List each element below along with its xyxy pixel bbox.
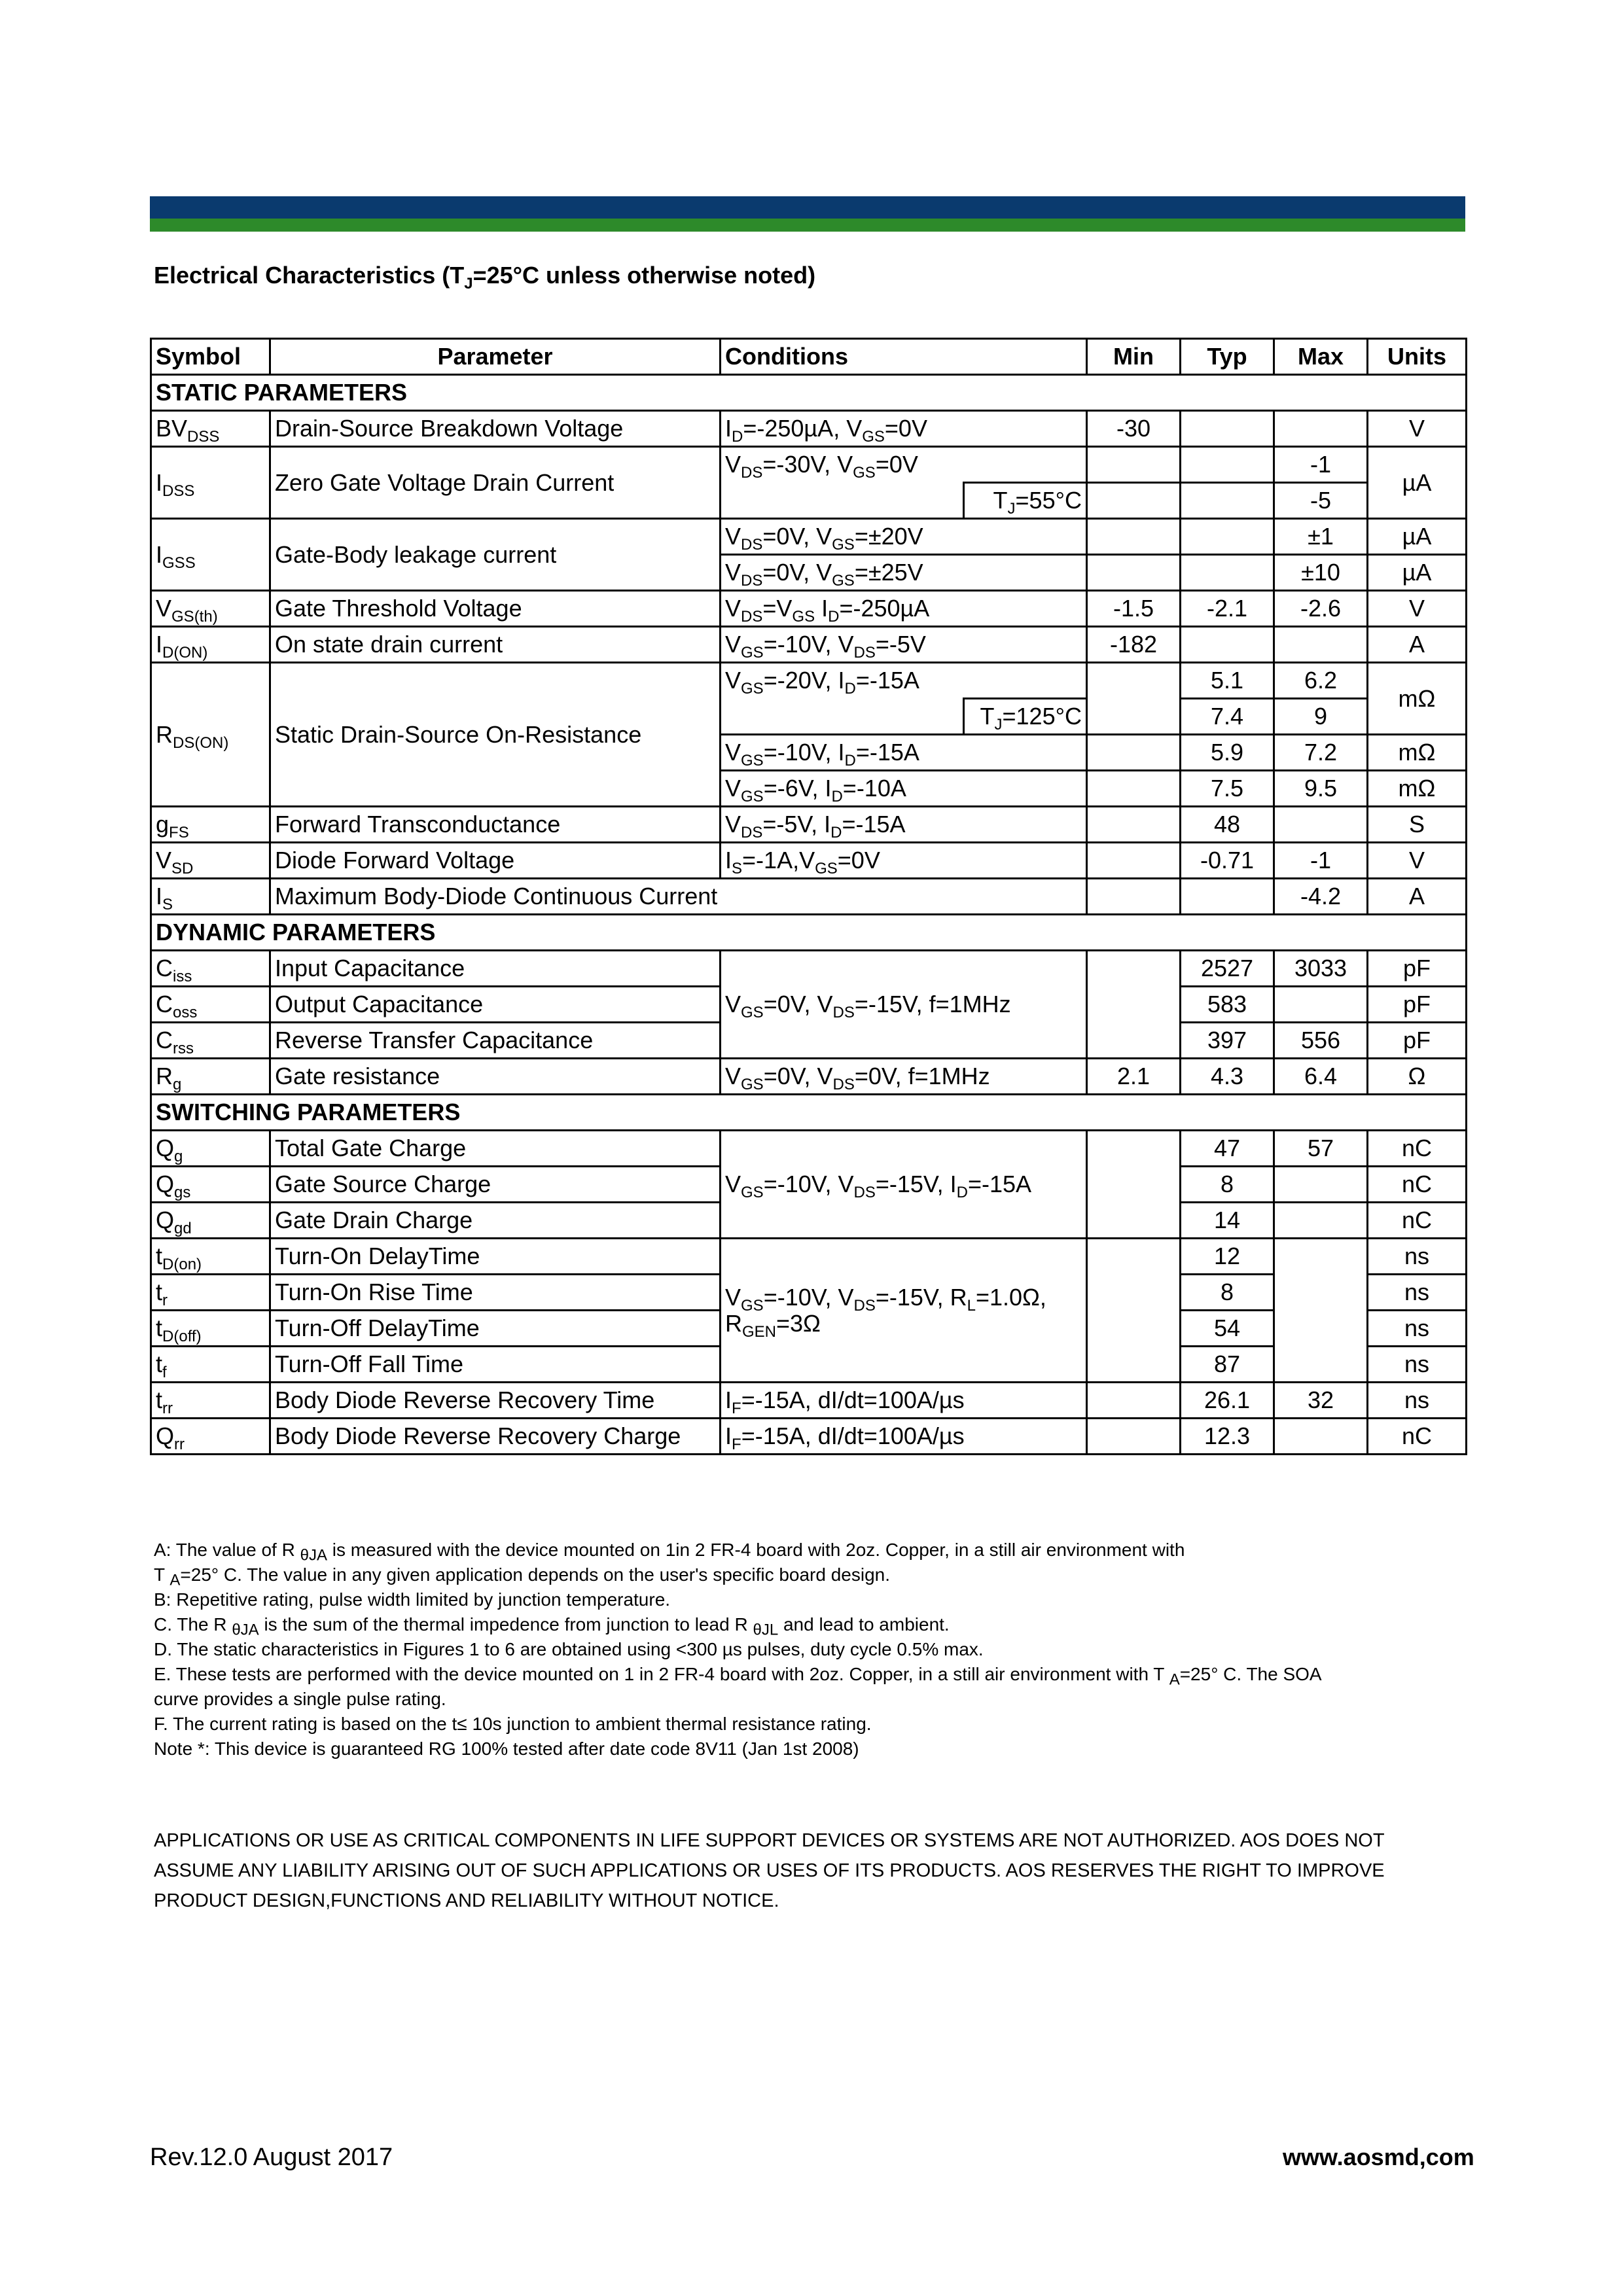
- min-cell: [1087, 879, 1181, 915]
- max-cell: 9.5: [1274, 771, 1368, 807]
- conditions-cell: $I_F=-15A$, dI/dt=100A/µs: [721, 1419, 1087, 1455]
- units-cell: µA: [1368, 447, 1467, 519]
- parameter-cell: Turn-On Rise Time: [270, 1275, 721, 1311]
- section-row-static: [151, 375, 1467, 411]
- parameter-cell: Total Gate Charge: [270, 1131, 721, 1167]
- header-parameter: Parameter: [270, 339, 721, 375]
- conditions-cell: $I_S=-1A,V_{GS}=0V$: [721, 843, 1087, 879]
- max-cell: [1274, 807, 1368, 843]
- table-row: [151, 879, 1467, 915]
- typ-cell: [1181, 411, 1274, 447]
- symbol-cell: $I_{DSS}$: [151, 447, 270, 519]
- typ-cell: 48: [1181, 807, 1274, 843]
- table-row: [151, 1419, 1467, 1455]
- symbol-cell: $C_{oss}$: [151, 987, 270, 1023]
- conditions-cell: $V_{GS}=-10V$, $V_{DS}=-5V$: [721, 627, 1087, 663]
- min-cell: [1087, 555, 1181, 591]
- units-cell: S: [1368, 807, 1467, 843]
- parameter-cell: Gate Threshold Voltage: [270, 591, 721, 627]
- max-cell: ±10: [1274, 555, 1368, 591]
- units-cell: V: [1368, 411, 1467, 447]
- header-bar-blue: [150, 196, 1465, 219]
- note-f: F. The current rating is based on the t≤ 10s junction to ambient thermal resistance rating.: [154, 1714, 872, 1734]
- conditions-cell: $V_{GS}=-6V$, $I_D=-10A$: [721, 771, 1087, 807]
- table-row: [151, 843, 1467, 879]
- electrical-characteristics-table: [150, 338, 1467, 1455]
- table-row: [151, 627, 1467, 663]
- note-b: B: Repetitive rating, pulse width limited by junction temperature.: [154, 1589, 671, 1610]
- max-cell: ±1: [1274, 519, 1368, 555]
- units-cell: ns: [1368, 1347, 1467, 1383]
- header-min: Min: [1087, 339, 1181, 375]
- typ-cell: 5.9: [1181, 735, 1274, 771]
- max-cell: [1274, 987, 1368, 1023]
- parameter-cell: Forward Transconductance: [270, 807, 721, 843]
- disclaimer: [154, 1826, 1469, 1916]
- conditions-blank-cell: [721, 483, 964, 519]
- typ-cell: [1181, 483, 1274, 519]
- symbol-cell: $t_{D(on)}$: [151, 1239, 270, 1275]
- note-d: D. The static characteristics in Figures 1 to 6 are obtained using <300 µs pulses, duty cycle 0.5% max.: [154, 1639, 984, 1659]
- conditions-cell: $V_{GS}=-10V$, $V_{DS}=-15V$, $I_D=-15A$: [721, 1131, 1087, 1239]
- typ-cell: -2.1: [1181, 591, 1274, 627]
- table-row: [151, 1059, 1467, 1095]
- units-cell: ns: [1368, 1311, 1467, 1347]
- max-cell: 9: [1274, 699, 1368, 735]
- table-row: [151, 807, 1467, 843]
- symbol-cell: $t_f$: [151, 1347, 270, 1383]
- max-cell: [1274, 1419, 1368, 1455]
- parameter-cell: Output Capacitance: [270, 987, 721, 1023]
- symbol-cell: $g_{FS}$: [151, 807, 270, 843]
- parameter-cell: Gate Source Charge: [270, 1167, 721, 1203]
- revision-label: Rev.12.0 August 2017: [150, 2144, 393, 2171]
- conditions-cell: $V_{GS}=0V$, $V_{DS}=0V$, f=1MHz: [721, 1059, 1087, 1095]
- max-cell: 3033: [1274, 951, 1368, 987]
- max-cell: -1: [1274, 447, 1368, 483]
- note-a-line1: A: The value of R $_{\theta JA}$ is measured with the device mounted on 1in 2 FR-4 board with 2oz. Copper, in a still air environment with: [154, 1540, 1185, 1564]
- header-conditions: Conditions: [721, 339, 1087, 375]
- typ-cell: 26.1: [1181, 1383, 1274, 1419]
- section-title: SWITCHING PARAMETERS: [151, 1095, 1467, 1131]
- conditions-cell: $V_{DS}=V_{GS}$ $I_D=-250\mu A$: [721, 591, 1087, 627]
- min-cell: [1087, 519, 1181, 555]
- units-cell: nC: [1368, 1419, 1467, 1455]
- min-cell: [1087, 1131, 1181, 1239]
- max-cell: [1274, 1167, 1368, 1203]
- table-row: [151, 1131, 1467, 1167]
- symbol-cell: $t_{D(off)}$: [151, 1311, 270, 1347]
- conditions-cell: $V_{GS}=-20V$, $I_D=-15A$: [721, 663, 1087, 699]
- parameter-cell: Gate Drain Charge: [270, 1203, 721, 1239]
- symbol-cell: $V_{SD}$: [151, 843, 270, 879]
- min-cell: [1087, 483, 1181, 519]
- parameter-cell: Diode Forward Voltage: [270, 843, 721, 879]
- table-row: [151, 411, 1467, 447]
- section-row-switching: [151, 1095, 1467, 1131]
- symbol-cell: $Q_g$: [151, 1131, 270, 1167]
- min-cell: [1087, 447, 1181, 483]
- min-cell: -182: [1087, 627, 1181, 663]
- parameter-cell: Zero Gate Voltage Drain Current: [270, 447, 721, 519]
- footnotes: [154, 1538, 1469, 1761]
- disclaimer-line: APPLICATIONS OR USE AS CRITICAL COMPONENTS IN LIFE SUPPORT DEVICES OR SYSTEMS ARE NOT AUTHORIZED. AOS DOES NOT: [154, 1830, 1385, 1851]
- symbol-cell: $t_r$: [151, 1275, 270, 1311]
- table-header-row: [151, 339, 1467, 375]
- max-cell: 556: [1274, 1023, 1368, 1059]
- max-cell: [1274, 1203, 1368, 1239]
- table-row: [151, 447, 1467, 483]
- units-cell: mΩ: [1368, 663, 1467, 735]
- symbol-cell: $t_{rr}$: [151, 1383, 270, 1419]
- units-cell: A: [1368, 879, 1467, 915]
- typ-cell: 5.1: [1181, 663, 1274, 699]
- typ-cell: 8: [1181, 1167, 1274, 1203]
- note-e-line2: curve provides a single pulse rating.: [154, 1689, 446, 1709]
- typ-cell: [1181, 879, 1274, 915]
- header-typ: Typ: [1181, 339, 1274, 375]
- typ-cell: [1181, 447, 1274, 483]
- note-a-line2: T $_A$=25° C. The value in any given application depends on the user's specific board design.: [154, 1564, 891, 1589]
- condition-temp-cell: $T_J=55^\circ C$: [964, 483, 1087, 519]
- header-bar-green: [150, 219, 1465, 232]
- parameter-cell: Turn-On DelayTime: [270, 1239, 721, 1275]
- conditions-line: $V_{GS}=-10V$, $V_{DS}=-15V$, $R_L=1.0\Omega$,: [725, 1283, 1046, 1315]
- disclaimer-line: PRODUCT DESIGN,FUNCTIONS AND RELIABILITY WITHOUT NOTICE.: [154, 1890, 779, 1911]
- typ-cell: [1181, 519, 1274, 555]
- units-cell: Ω: [1368, 1059, 1467, 1095]
- units-cell: pF: [1368, 1023, 1467, 1059]
- symbol-cell: $C_{rss}$: [151, 1023, 270, 1059]
- units-cell: ns: [1368, 1383, 1467, 1419]
- conditions-cell: $V_{DS}=-30V$, $V_{GS}=0V$: [721, 447, 1087, 483]
- conditions-cell: $V_{DS}=-5V$, $I_D=-15A$: [721, 807, 1087, 843]
- parameter-cell: Gate-Body leakage current: [270, 519, 721, 591]
- symbol-cell: $BV_{DSS}$: [151, 411, 270, 447]
- parameter-cell: Maximum Body-Diode Continuous Current: [270, 879, 1087, 915]
- min-cell: [1087, 663, 1181, 735]
- typ-cell: 12.3: [1181, 1419, 1274, 1455]
- typ-cell: 583: [1181, 987, 1274, 1023]
- min-cell: [1087, 843, 1181, 879]
- typ-cell: 4.3: [1181, 1059, 1274, 1095]
- max-cell: 32: [1274, 1383, 1368, 1419]
- min-cell: [1087, 735, 1181, 771]
- max-cell: 6.2: [1274, 663, 1368, 699]
- min-cell: [1087, 1383, 1181, 1419]
- min-cell: [1087, 771, 1181, 807]
- typ-cell: 47: [1181, 1131, 1274, 1167]
- units-cell: A: [1368, 627, 1467, 663]
- min-cell: 2.1: [1087, 1059, 1181, 1095]
- section-row-dynamic: [151, 915, 1467, 951]
- units-cell: V: [1368, 591, 1467, 627]
- units-cell: µA: [1368, 519, 1467, 555]
- symbol-cell: $Q_{rr}$: [151, 1419, 270, 1455]
- units-cell: µA: [1368, 555, 1467, 591]
- parameter-cell: Reverse Transfer Capacitance: [270, 1023, 721, 1059]
- table-row: [151, 519, 1467, 555]
- typ-cell: 397: [1181, 1023, 1274, 1059]
- parameter-cell: Body Diode Reverse Recovery Charge: [270, 1419, 721, 1455]
- conditions-blank-cell: [721, 699, 964, 735]
- symbol-cell: $R_g$: [151, 1059, 270, 1095]
- typ-cell: 87: [1181, 1347, 1274, 1383]
- max-cell: 57: [1274, 1131, 1368, 1167]
- min-cell: -30: [1087, 411, 1181, 447]
- symbol-cell: $Q_{gs}$: [151, 1167, 270, 1203]
- header-symbol: Symbol: [151, 339, 270, 375]
- min-cell: [1087, 1419, 1181, 1455]
- table-row: [151, 591, 1467, 627]
- header-max: Max: [1274, 339, 1368, 375]
- typ-cell: 2527: [1181, 951, 1274, 987]
- conditions-cell: $V_{DS}=0V$, $V_{GS}=\pm 25V$: [721, 555, 1087, 591]
- symbol-cell: $R_{DS(ON)}$: [151, 663, 270, 807]
- units-cell: ns: [1368, 1239, 1467, 1275]
- max-cell: -5: [1274, 483, 1368, 519]
- units-cell: nC: [1368, 1203, 1467, 1239]
- symbol-cell: $Q_{gd}$: [151, 1203, 270, 1239]
- units-cell: ns: [1368, 1275, 1467, 1311]
- table-row: [151, 951, 1467, 987]
- symbol-cell: $I_S$: [151, 879, 270, 915]
- typ-cell: 7.5: [1181, 771, 1274, 807]
- max-cell: 6.4: [1274, 1059, 1368, 1095]
- website-link[interactable]: www.aosmd,com: [1283, 2144, 1474, 2170]
- conditions-cell: $V_{GS}=-10V$, $I_D=-15A$: [721, 735, 1087, 771]
- units-cell: mΩ: [1368, 771, 1467, 807]
- typ-cell: 12: [1181, 1239, 1274, 1275]
- min-cell: [1087, 1239, 1181, 1383]
- typ-cell: [1181, 555, 1274, 591]
- units-cell: pF: [1368, 951, 1467, 987]
- parameter-cell: Input Capacitance: [270, 951, 721, 987]
- symbol-cell: $V_{GS(th)}$: [151, 591, 270, 627]
- conditions-line: $R_{GEN}=3\Omega$: [725, 1309, 821, 1341]
- parameter-cell: Turn-Off DelayTime: [270, 1311, 721, 1347]
- typ-cell: 8: [1181, 1275, 1274, 1311]
- table-row: [151, 1383, 1467, 1419]
- max-cell: -1: [1274, 843, 1368, 879]
- parameter-cell: Body Diode Reverse Recovery Time: [270, 1383, 721, 1419]
- typ-cell: [1181, 627, 1274, 663]
- symbol-cell: $C_{iss}$: [151, 951, 270, 987]
- max-cell: [1274, 411, 1368, 447]
- typ-cell: 54: [1181, 1311, 1274, 1347]
- units-cell: nC: [1368, 1167, 1467, 1203]
- table-row: [151, 1239, 1467, 1275]
- conditions-cell: [721, 1239, 1087, 1383]
- typ-cell: 7.4: [1181, 699, 1274, 735]
- note-c: C. The R $_{\theta JA}$ is the sum of the thermal impedence from junction to lead R $_{\theta JL}$ and lead to ambient.: [154, 1614, 950, 1639]
- parameter-cell: Drain-Source Breakdown Voltage: [270, 411, 721, 447]
- note-asterisk: Note *: This device is guaranteed RG 100% tested after date code 8V11 (Jan 1st 2008): [154, 1739, 859, 1759]
- min-cell: -1.5: [1087, 591, 1181, 627]
- max-cell: [1274, 627, 1368, 663]
- units-cell: pF: [1368, 987, 1467, 1023]
- max-cell: [1274, 1239, 1368, 1383]
- max-cell: 7.2: [1274, 735, 1368, 771]
- parameter-cell: On state drain current: [270, 627, 721, 663]
- min-cell: [1087, 951, 1181, 1059]
- max-cell: -2.6: [1274, 591, 1368, 627]
- page-title: Electrical Characteristics ($T_J=25^\circ C$ unless otherwise noted): [154, 262, 816, 293]
- typ-cell: 14: [1181, 1203, 1274, 1239]
- units-cell: V: [1368, 843, 1467, 879]
- units-cell: nC: [1368, 1131, 1467, 1167]
- note-e-line1: E. These tests are performed with the device mounted on 1 in 2 FR-4 board with 2oz. Copper, in a still air environment with T $_A$=25° C. The SOA: [154, 1664, 1322, 1689]
- conditions-cell: $I_D=-250\mu A$, $V_{GS}=0V$: [721, 411, 1087, 447]
- conditions-cell: $V_{DS}=0V$, $V_{GS}=\pm 20V$: [721, 519, 1087, 555]
- header-units: Units: [1368, 339, 1467, 375]
- parameter-cell: Gate resistance: [270, 1059, 721, 1095]
- condition-temp-cell: $T_J=125^\circ C$: [964, 699, 1087, 735]
- section-title: STATIC PARAMETERS: [151, 375, 1467, 411]
- parameter-cell: Turn-Off Fall Time: [270, 1347, 721, 1383]
- typ-cell: -0.71: [1181, 843, 1274, 879]
- units-cell: mΩ: [1368, 735, 1467, 771]
- table-row: [151, 663, 1467, 699]
- conditions-cell: $I_F=-15A$, dI/dt=100A/µs: [721, 1383, 1087, 1419]
- max-cell: -4.2: [1274, 879, 1368, 915]
- parameter-cell: Static Drain-Source On-Resistance: [270, 663, 721, 807]
- symbol-cell: $I_{D(ON)}$: [151, 627, 270, 663]
- section-title: DYNAMIC PARAMETERS: [151, 915, 1467, 951]
- conditions-cell: $V_{GS}=0V$, $V_{DS}=-15V$, f=1MHz: [721, 951, 1087, 1059]
- disclaimer-line: ASSUME ANY LIABILITY ARISING OUT OF SUCH APPLICATIONS OR USES OF ITS PRODUCTS. AOS RESERVES THE RIGHT TO IMPROVE: [154, 1860, 1385, 1881]
- symbol-cell: $I_{GSS}$: [151, 519, 270, 591]
- min-cell: [1087, 807, 1181, 843]
